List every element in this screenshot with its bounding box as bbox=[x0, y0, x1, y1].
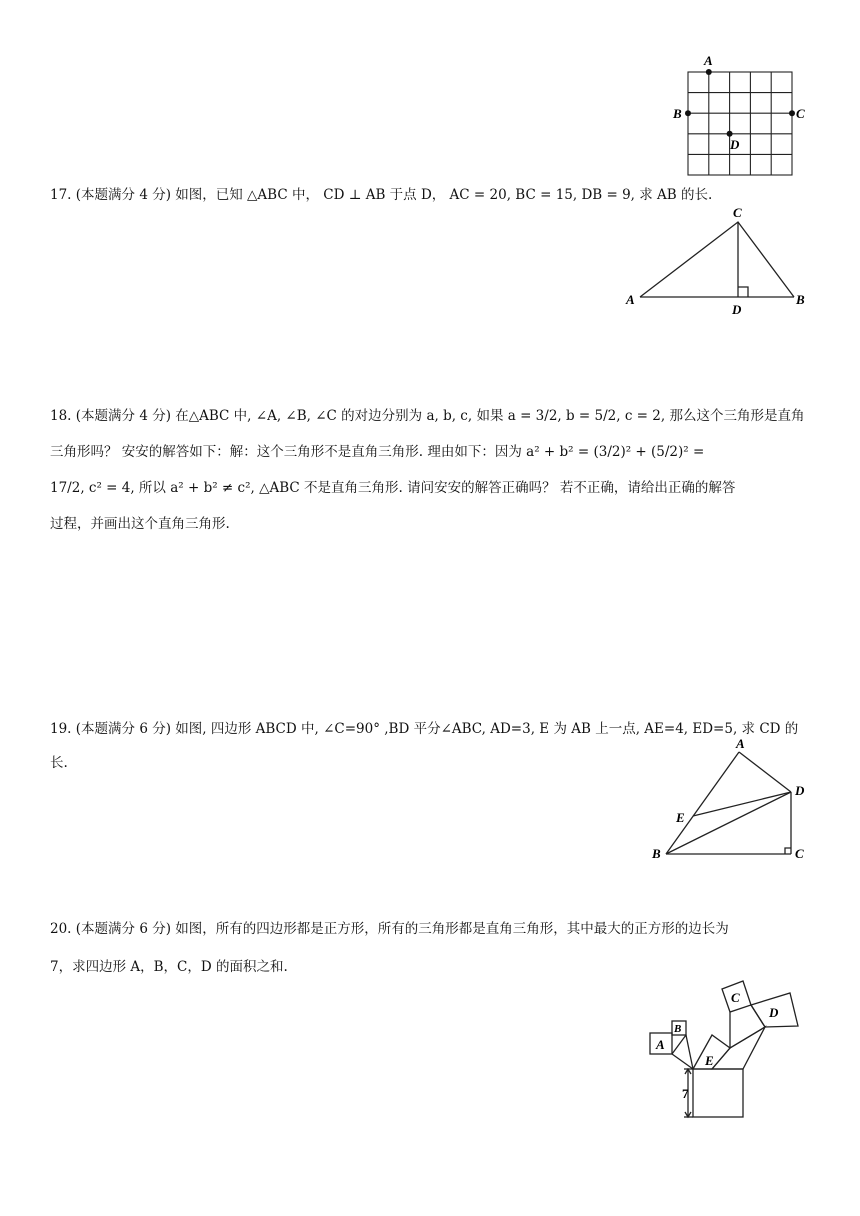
diagonal-bd bbox=[666, 792, 791, 854]
label-b: B bbox=[673, 106, 682, 121]
grid-lines bbox=[688, 72, 792, 175]
triangle-abc-figure bbox=[622, 202, 812, 318]
triangle-c-d bbox=[730, 1005, 765, 1048]
point-d bbox=[727, 131, 733, 137]
right-angle-mark bbox=[785, 848, 791, 854]
question-18 bbox=[50, 398, 810, 542]
label-c: C bbox=[796, 106, 805, 121]
question-18-line-4: 过程，并画出这个直角三角形. bbox=[50, 516, 230, 532]
label-a: A bbox=[626, 292, 635, 307]
label-c: C bbox=[733, 205, 742, 220]
triangle-a-b bbox=[672, 1035, 693, 1069]
point-b bbox=[685, 110, 691, 116]
side-ab bbox=[666, 752, 739, 854]
label-c: C bbox=[731, 990, 740, 1005]
question-18-line-3: 17/2, c² = 4, 所以 a² + b² ≠ c², △ABC 不是直角三角形. 请问安安的解答正确吗？ 若不正确，请给出正确的解答 bbox=[50, 480, 736, 496]
label-seven: 7 bbox=[682, 1086, 689, 1101]
quadrilateral-abcd-figure bbox=[646, 734, 816, 868]
label-d: D bbox=[730, 137, 740, 152]
side-ad bbox=[739, 752, 791, 792]
point-c bbox=[789, 110, 795, 116]
question-17-text: 17. (本题满分 4 分) 如图，已知 △ABC 中， CD ⊥ AB 于点 D， AC = 20, BC = 15, DB = 9, 求 AB 的长. bbox=[50, 187, 713, 203]
label-b: B bbox=[652, 846, 661, 861]
label-e: E bbox=[705, 1053, 714, 1068]
question-18-line-1: 18. (本题满分 4 分) 在△ABC 中, ∠A, ∠B, ∠C 的对边分别为 a, b, c, 如果 a = 3/2, b = 5/2, c = 2, 那么这个三角形是直角 bbox=[50, 408, 805, 424]
label-d: D bbox=[732, 302, 742, 317]
question-18-line-2: 三角形吗？ 安安的解答如下：解：这个三角形不是直角三角形. 理由如下：因为 a² + b² = (3/2)² + (5/2)² = bbox=[50, 444, 705, 460]
point-a bbox=[706, 69, 712, 75]
question-20-line-2: 7，求四边形 A，B，C，D 的面积之和. bbox=[50, 959, 288, 975]
largest-square bbox=[693, 1069, 743, 1117]
label-a: A bbox=[656, 1037, 665, 1052]
grid-figure bbox=[668, 52, 814, 178]
triangle-sides bbox=[640, 222, 794, 297]
question-20-line-1: 20. (本题满分 6 分) 如图，所有的四边形都是正方形，所有的三角形都是直角三角形，其中最大的正方形的边长为 bbox=[50, 921, 729, 937]
right-middle-square bbox=[712, 1027, 765, 1069]
label-b: B bbox=[674, 1023, 682, 1035]
label-d: D bbox=[795, 783, 805, 798]
label-c: C bbox=[795, 846, 804, 861]
right-angle-mark bbox=[738, 287, 748, 297]
label-b: B bbox=[796, 292, 805, 307]
pythagoras-tree-figure bbox=[640, 975, 810, 1125]
label-a: A bbox=[736, 736, 745, 751]
label-e: E bbox=[676, 810, 685, 825]
label-a: A bbox=[704, 53, 713, 68]
question-19-text: 19. (本题满分 6 分) 如图, 四边形 ABCD 中, ∠C=90° ,BD 平分∠ABC, AD=3, E 为 AB 上一点, AE=4, ED=5, 求 CD 的长. bbox=[50, 721, 799, 771]
label-d: D bbox=[769, 1005, 779, 1020]
